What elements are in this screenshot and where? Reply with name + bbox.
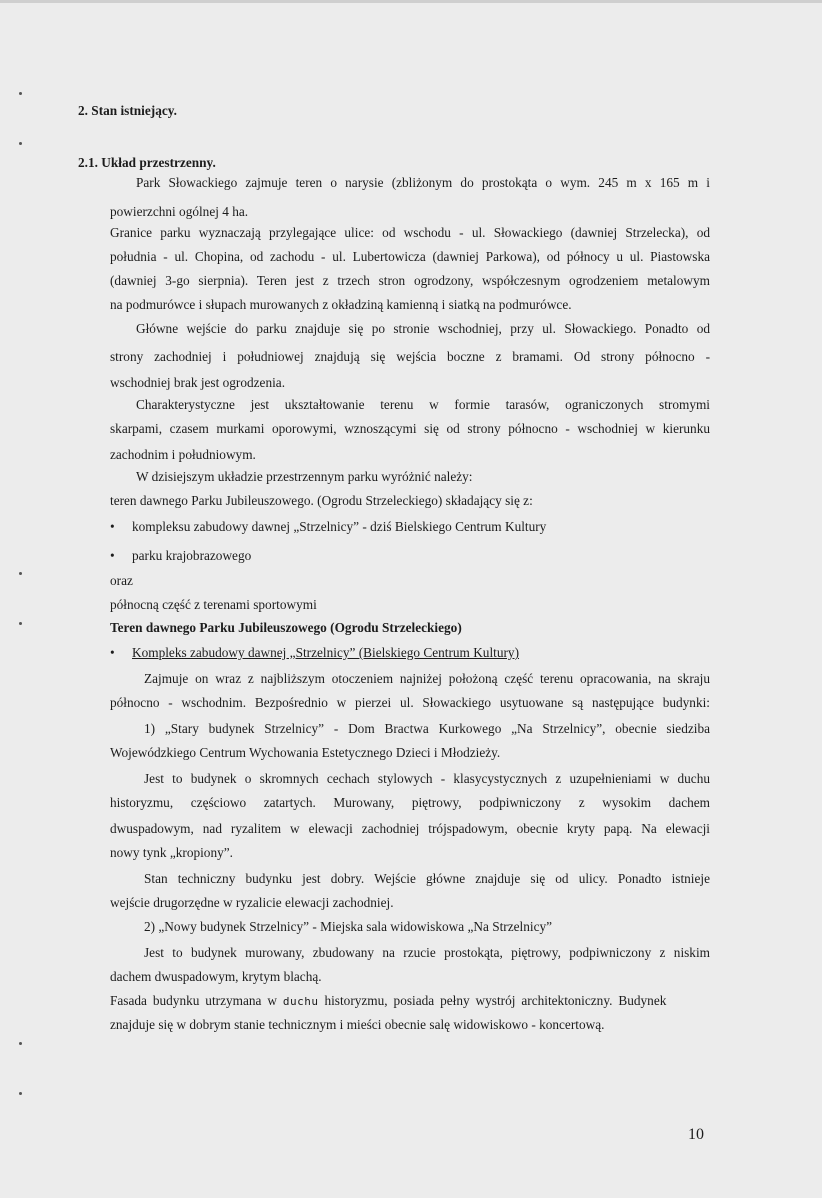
text-line: północno - wschodnim. Bezpośrednio w pierzei ul. Słowackiego usytuowane są następujące budynki:: [110, 695, 710, 710]
heading-line: 2. Stan istniejący.: [78, 103, 177, 118]
text-line: Kompleks zabudowy dawnej „Strzelnicy” (Bielskiego Centrum Kultury): [132, 645, 519, 660]
text-line: dwuspadowym, nad ryzalitem w elewacji zachodniej trójspadowym, obecnie kryty papą. Na elewacji: [110, 821, 710, 836]
text-line: (dawniej 3-go sierpnia). Teren jest z trzech stron ogrodzony, współczesnym ogrodzeniem metalowym: [110, 273, 710, 288]
text-line: W dzisiejszym układzie przestrzennym parku wyróżnić należy:: [136, 469, 473, 484]
text-line: na podmurówce i słupach murowanych z okładziną kamienną i siatką na podmurówce.: [110, 297, 572, 312]
bullet-icon: •: [110, 519, 115, 534]
text-line: Jest to budynek o skromnych cechach stylowych - klasycystycznych z uzupełnieniami w duchu: [144, 771, 710, 786]
text-line: teren dawnego Parku Jubileuszowego. (Ogrodu Strzeleckiego) składający się z:: [110, 493, 533, 508]
text-line: kompleksu zabudowy dawnej „Strzelnicy” - dziś Bielskiego Centrum Kultury: [132, 519, 547, 534]
text-line: zachodnim i południowym.: [110, 447, 256, 462]
scan-speck: [19, 1042, 22, 1045]
text-line: południa - ul. Chopina, od zachodu - ul. Lubertowicza (dawniej Parkowa), od północy u ul. Piastowska: [110, 249, 710, 264]
scan-speck: [19, 572, 22, 575]
text-line: 2) „Nowy budynek Strzelnicy” - Miejska sala widowiskowa „Na Strzelnicy”: [144, 919, 553, 934]
scan-speck: [19, 92, 22, 95]
text-line: skarpami, czasem murkami oporowymi, wznoszącymi się od strony północno - wschodniej w kierunku: [110, 421, 710, 436]
heading-line: 2.1. Układ przestrzenny.: [78, 155, 216, 170]
text-line: nowy tynk „kropiony”.: [110, 845, 233, 860]
text-line: Jest to budynek murowany, zbudowany na rzucie prostokąta, piętrowy, podpiwniczony z niskim: [144, 945, 710, 960]
text-line: Wojewódzkiego Centrum Wychowania Estetycznego Dzieci i Młodzieży.: [110, 745, 501, 760]
text-line: oraz: [110, 573, 133, 588]
bullet-icon: •: [110, 645, 115, 660]
scan-top-edge: [0, 0, 822, 3]
text-line: dachem dwuspadowym, krytym blachą.: [110, 969, 322, 984]
bullet-icon: •: [110, 548, 115, 563]
text-line: Zajmuje on wraz z najbliższym otoczeniem najniżej położoną część terenu opracowania, na skraju: [144, 671, 710, 686]
text-line: 1) „Stary budynek Strzelnicy” - Dom Bractwa Kurkowego „Na Strzelnicy”, obecnie siedziba: [144, 721, 710, 736]
text-line: Granice parku wyznaczają przylegające ulice: od wschodu - ul. Słowackiego (dawniej Strzelecka), od: [110, 225, 710, 240]
text-line: Charakterystyczne jest ukształtowanie terenu w formie tarasów, ograniczonych stromymi: [136, 397, 710, 412]
text-line: parku krajobrazowego: [132, 548, 252, 563]
scan-speck: [19, 142, 22, 145]
text-line: wschodniej brak jest ogrodzenia.: [110, 375, 286, 390]
heading-line: Teren dawnego Parku Jubileuszowego (Ogrodu Strzeleckiego): [110, 620, 462, 635]
text-line: Główne wejście do parku znajduje się po stronie wschodniej, przy ul. Słowackiego. Ponadto od: [136, 321, 710, 336]
text-line: Park Słowackiego zajmuje teren o narysie (zbliżonym do prostokąta o wym. 245 m x 165 m i: [136, 175, 710, 190]
scan-speck: [19, 1092, 22, 1095]
text-line: strony zachodniej i południowej znajdują się wejścia boczne z bramami. Od strony północno -: [110, 349, 710, 364]
text-line: Stan techniczny budynku jest dobry. Wejście główne znajduje się od ulicy. Ponadto istnieje: [144, 871, 710, 886]
scan-speck: [19, 622, 22, 625]
text-line: powierzchni ogólnej 4 ha.: [110, 204, 249, 219]
text-line: historyzmu, częściowo zatartych. Murowany, piętrowy, podpiwniczony z wysokim dachem: [110, 795, 710, 810]
text-line: znajduje się w dobrym stanie technicznym i mieści obecnie salę widowiskowo - koncertową.: [110, 1017, 605, 1032]
text-line: Fasada budynku utrzymana w duchu historyzmu, posiada pełny wystrój architektoniczny. Budynek: [110, 993, 667, 1008]
page-number: 10: [688, 1126, 704, 1143]
text-line: północną część z terenami sportowymi: [110, 597, 317, 612]
text-line: wejście drugorzędne w ryzalicie elewacji zachodniej.: [110, 895, 394, 910]
